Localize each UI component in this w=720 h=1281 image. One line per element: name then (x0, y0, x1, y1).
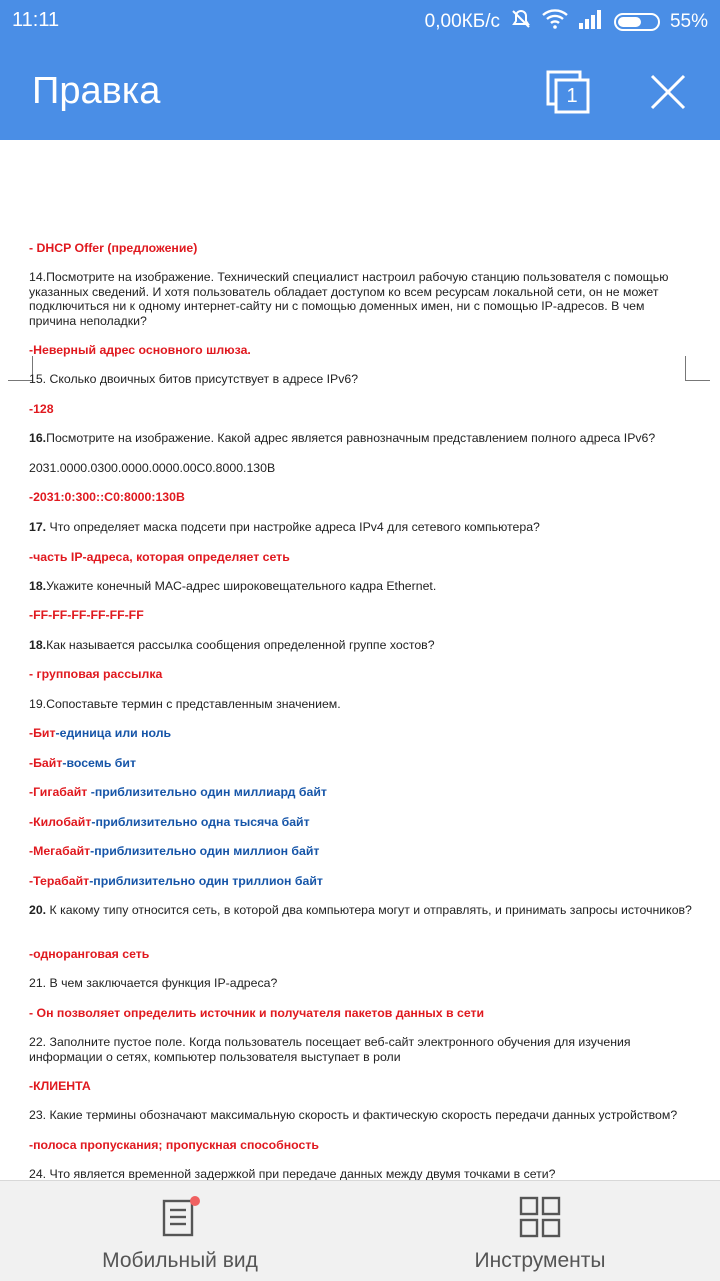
document-paragraph (29, 638, 694, 653)
paragraph-text: -Килобайт (29, 815, 92, 829)
document-paragraph (29, 1006, 694, 1021)
document-paragraph (29, 461, 694, 476)
document-paragraph (29, 402, 694, 417)
network-speed: 0,00КБ/с (424, 11, 500, 32)
paragraph-text: Что определяет маска подсети при настройке адреса IPv4 для сетевого компьютера? (46, 520, 540, 534)
paragraph-text: -2031:0:300::C0:8000:130B (29, 490, 185, 504)
paragraph-text: -единица или ноль (55, 726, 172, 740)
paragraph-text: -приблизительно один миллион байт (90, 844, 320, 858)
document-paragraph (29, 947, 694, 962)
paragraph-text: -КЛИЕНТА (29, 1079, 91, 1093)
document-paragraph (29, 343, 694, 358)
close-button[interactable] (648, 72, 688, 112)
paragraph-text: -Мегабайт (29, 844, 91, 858)
paragraph-text: 20. (29, 903, 47, 917)
document-paragraph (29, 874, 694, 889)
paragraph-text: -приблизительно одна тысяча байт (91, 815, 310, 829)
paragraph-text: -Бит (29, 726, 56, 740)
paragraph-text: 18. (29, 579, 47, 593)
document-list-icon (158, 1195, 202, 1239)
paragraph-text: -Байт (29, 756, 63, 770)
document-paragraph (29, 1079, 694, 1094)
page-title: Правка (32, 70, 161, 112)
document-paragraph (29, 431, 694, 446)
document-viewer[interactable] (0, 140, 720, 1180)
bottom-toolbar (0, 1180, 720, 1281)
paragraph-text: 21. В чем заключается функция IP-адреса? (29, 976, 278, 990)
document-paragraph (29, 976, 694, 991)
document-paragraph (29, 608, 694, 623)
paragraph-text: Посмотрите на изображение. Какой адрес является равнозначным представлением полного адреса IPv6? (46, 431, 656, 445)
paragraph-text: -Неверный адрес основного шлюза. (29, 343, 251, 357)
mobile-view-button[interactable] (0, 1181, 360, 1281)
paragraph-text: -одноранговая сеть (29, 947, 150, 961)
close-icon (648, 72, 688, 112)
document-paragraph (29, 815, 694, 830)
paragraph-text: -Терабайт (29, 874, 90, 888)
battery-icon (614, 13, 660, 31)
document-paragraph (29, 844, 694, 859)
paragraph-text: К какому типу относится сеть, в которой два компьютера могут и отправлять, и принимать запросы источников? (46, 903, 692, 917)
paragraph-text: - групповая рассылка (29, 667, 163, 681)
document-paragraph (29, 697, 694, 712)
document-paragraph (29, 785, 694, 800)
pages-copy-button[interactable] (546, 70, 592, 114)
paragraph-text: 23. Какие термины обозначают максимальную скорость и фактическую скорость передачи данных устройством? (29, 1108, 678, 1122)
grid-icon (518, 1195, 562, 1239)
paragraph-text: 24. Что является временной задержкой при передаче данных между двумя точками в сети? (29, 1167, 556, 1180)
paragraph-text: -восемь бит (62, 756, 136, 770)
document-paragraph (29, 1167, 694, 1180)
status-indicators (425, 8, 708, 36)
paragraph-text: -FF-FF-FF-FF-FF-FF (29, 608, 144, 622)
document-paragraph (29, 372, 694, 387)
document-paragraph (29, 1035, 694, 1064)
paragraph-text: -часть IP-адреса, которая определяет сеть (29, 550, 290, 564)
document-paragraph (29, 726, 694, 741)
paragraph-text: 16. (29, 431, 47, 445)
paragraph-text: -полоса пропускания; пропускная способность (29, 1138, 319, 1152)
document-paragraph (29, 667, 694, 682)
paragraph-text: 19.Сопоставьте термин с представленным значением. (29, 697, 341, 711)
battery-percent: 55% (669, 11, 708, 32)
paragraph-text: - DHCP Offer (предложение) (29, 241, 198, 255)
paragraph-text: -128 (29, 402, 54, 416)
paragraph-text: 18. (29, 638, 47, 652)
document-paragraph (29, 903, 694, 918)
paragraph-text: -приблизительно один миллиард байт (90, 785, 327, 799)
tools-button[interactable] (360, 1181, 720, 1281)
paragraph-text: 17. (29, 520, 47, 534)
paragraph-text: -Гигабайт (29, 785, 91, 799)
app-header (0, 0, 720, 140)
paragraph-text: Укажите конечный MAC-адрес широковещательного кадра Ethernet. (46, 579, 437, 593)
copy-count: 1 (566, 85, 578, 107)
document-paragraph (29, 241, 694, 256)
paragraph-text: 2031.0000.0300.0000.0000.00C0.8000.130B (29, 461, 276, 475)
paragraph-text: 15. Сколько двоичных битов присутствует в адресе IPv6? (29, 372, 359, 386)
document-paragraph (29, 520, 694, 535)
status-bar (0, 0, 720, 40)
paragraph-text: 14.Посмотрите на изображение. Технический специалист настроил рабочую станцию пользователя с помощью указанных сведений. И хотя пользователь обладает доступом ко всем ресурсам локальной сети, он не может подключиться ни к одному интернет-сайту ни с помощью доменных имен, ни с помощью IP-адресов. В чем причина неполадки? (29, 270, 669, 328)
document-paragraph (29, 579, 694, 594)
paragraph-text: - Он позволяет определить источник и получателя пакетов данных в сети (29, 1006, 485, 1020)
signal-icon (578, 9, 604, 35)
mute-icon (510, 8, 532, 36)
paragraph-text: 22. Заполните пустое поле. Когда пользователь посещает веб-сайт электронного обучения для изучения информации о сетях, компьютер пользователя выступает в роли (29, 1035, 631, 1064)
tools-label: Инструменты (474, 1249, 606, 1272)
document-paragraph (29, 490, 694, 505)
document-paragraph (29, 1108, 694, 1123)
status-time: 11:11 (12, 9, 60, 31)
paragraph-text: -приблизительно один триллион байт (89, 874, 323, 888)
paragraph-text: Как называется рассылка сообщения определенной группе хостов? (46, 638, 435, 652)
document-paragraph (29, 270, 694, 328)
document-paragraph (29, 550, 694, 565)
document-paragraph (29, 756, 694, 771)
wifi-icon (542, 9, 568, 35)
mobile-view-label: Мобильный вид (102, 1249, 258, 1272)
document-paragraph (29, 1138, 694, 1153)
